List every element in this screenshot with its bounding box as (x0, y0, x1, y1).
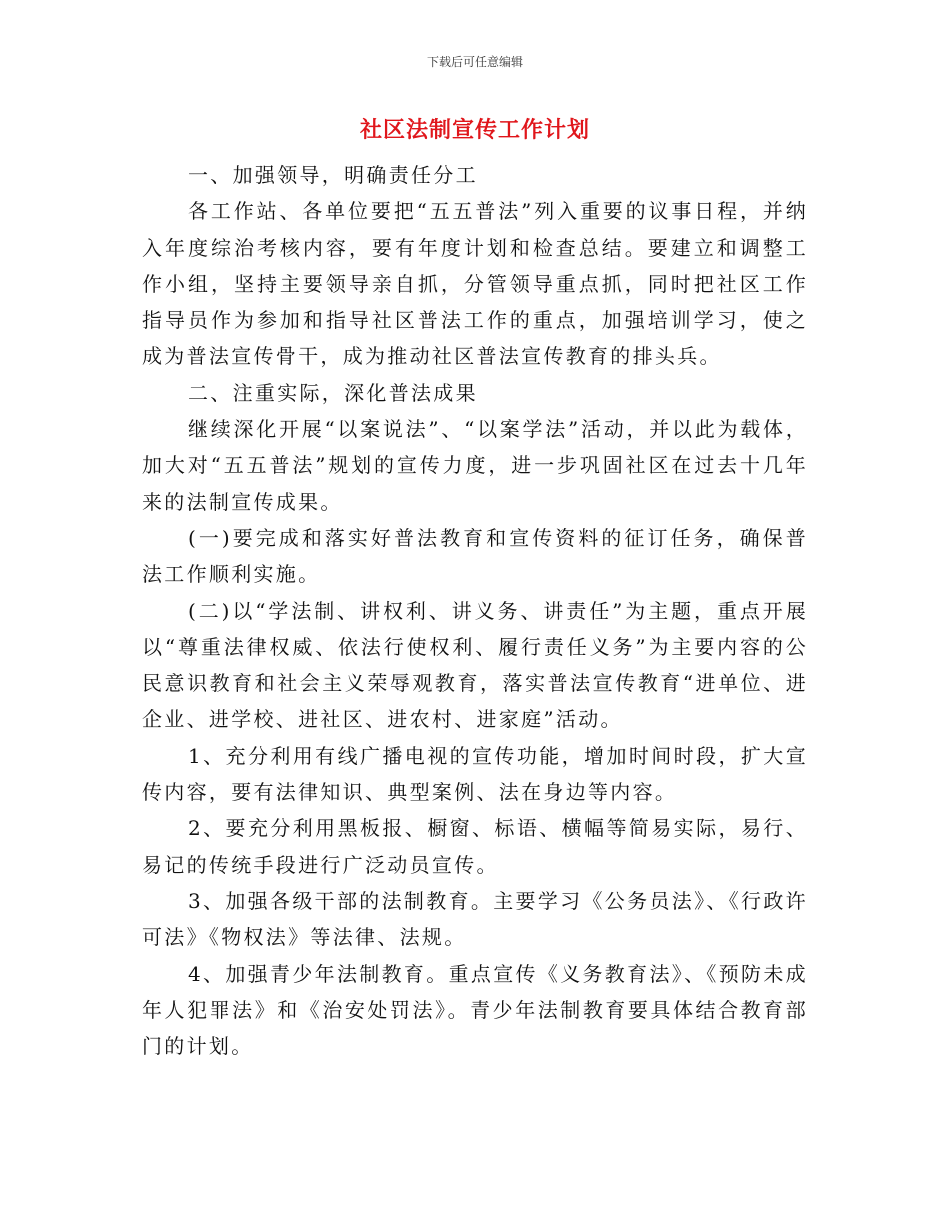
document-body (142, 157, 808, 1064)
list-item: 4、加强青少年法制教育。重点宣传《义务教育法》、《预防未成年人犯罪法》和《治安处罚法》。青少年法制教育要具体结合教育部门的计划。 (142, 961, 808, 1059)
paragraph: 继续深化开展“以案说法”、“以案学法”活动，并以此为载体，加大对“五五普法”规划的宣传力度，进一步巩固社区在过去十几年来的法制宣传成果。 (142, 417, 808, 514)
list-item: 3、加强各级干部的法制教育。主要学习《公务员法》、《行政许可法》《物权法》等法律、法规。 (142, 888, 808, 950)
page-header-note: 下载后可任意编辑 (426, 55, 523, 69)
section-heading-2: 二、注重实际，深化普法成果 (188, 380, 478, 405)
document-title: 社区法制宣传工作计划 (359, 118, 590, 143)
paragraph: (二)以“学法制、讲权利、讲义务、讲责任”为主题，重点开展以“尊重法律权威、依法行使权利、履行责任义务”为主要内容的公民意识教育和社会主义荣辱观教育，落实普法宣传教育“进单位、进企业、进学校、进社区、进农村、进家庭”活动。 (142, 598, 808, 732)
paragraph: (一)要完成和落实好普法教育和宣传资料的征订任务，确保普法工作顺利实施。 (142, 525, 808, 587)
section-heading-1: 一、加强领导，明确责任分工 (188, 163, 478, 187)
paragraph: 各工作站、各单位要把“五五普法”列入重要的议事日程，并纳入年度综治考核内容，要有年度计划和检查总结。要建立和调整工作小组，坚持主要领导亲自抓，分管领导重点抓，同时把社区工作指导员作为参加和指导社区普法工作的重点，加强培训学习，使之成为普法宣传骨干，成为推动社区普法宣传教育的排头兵。 (142, 199, 808, 369)
list-item: 1、充分利用有线广播电视的宣传功能，增加时间时段，扩大宣传内容，要有法律知识、典型案例、法在身边等内容。 (142, 743, 808, 805)
list-item: 2、要充分利用黑板报、橱窗、标语、横幅等简易实际，易行、易记的传统手段进行广泛动员宣传。 (142, 816, 808, 877)
